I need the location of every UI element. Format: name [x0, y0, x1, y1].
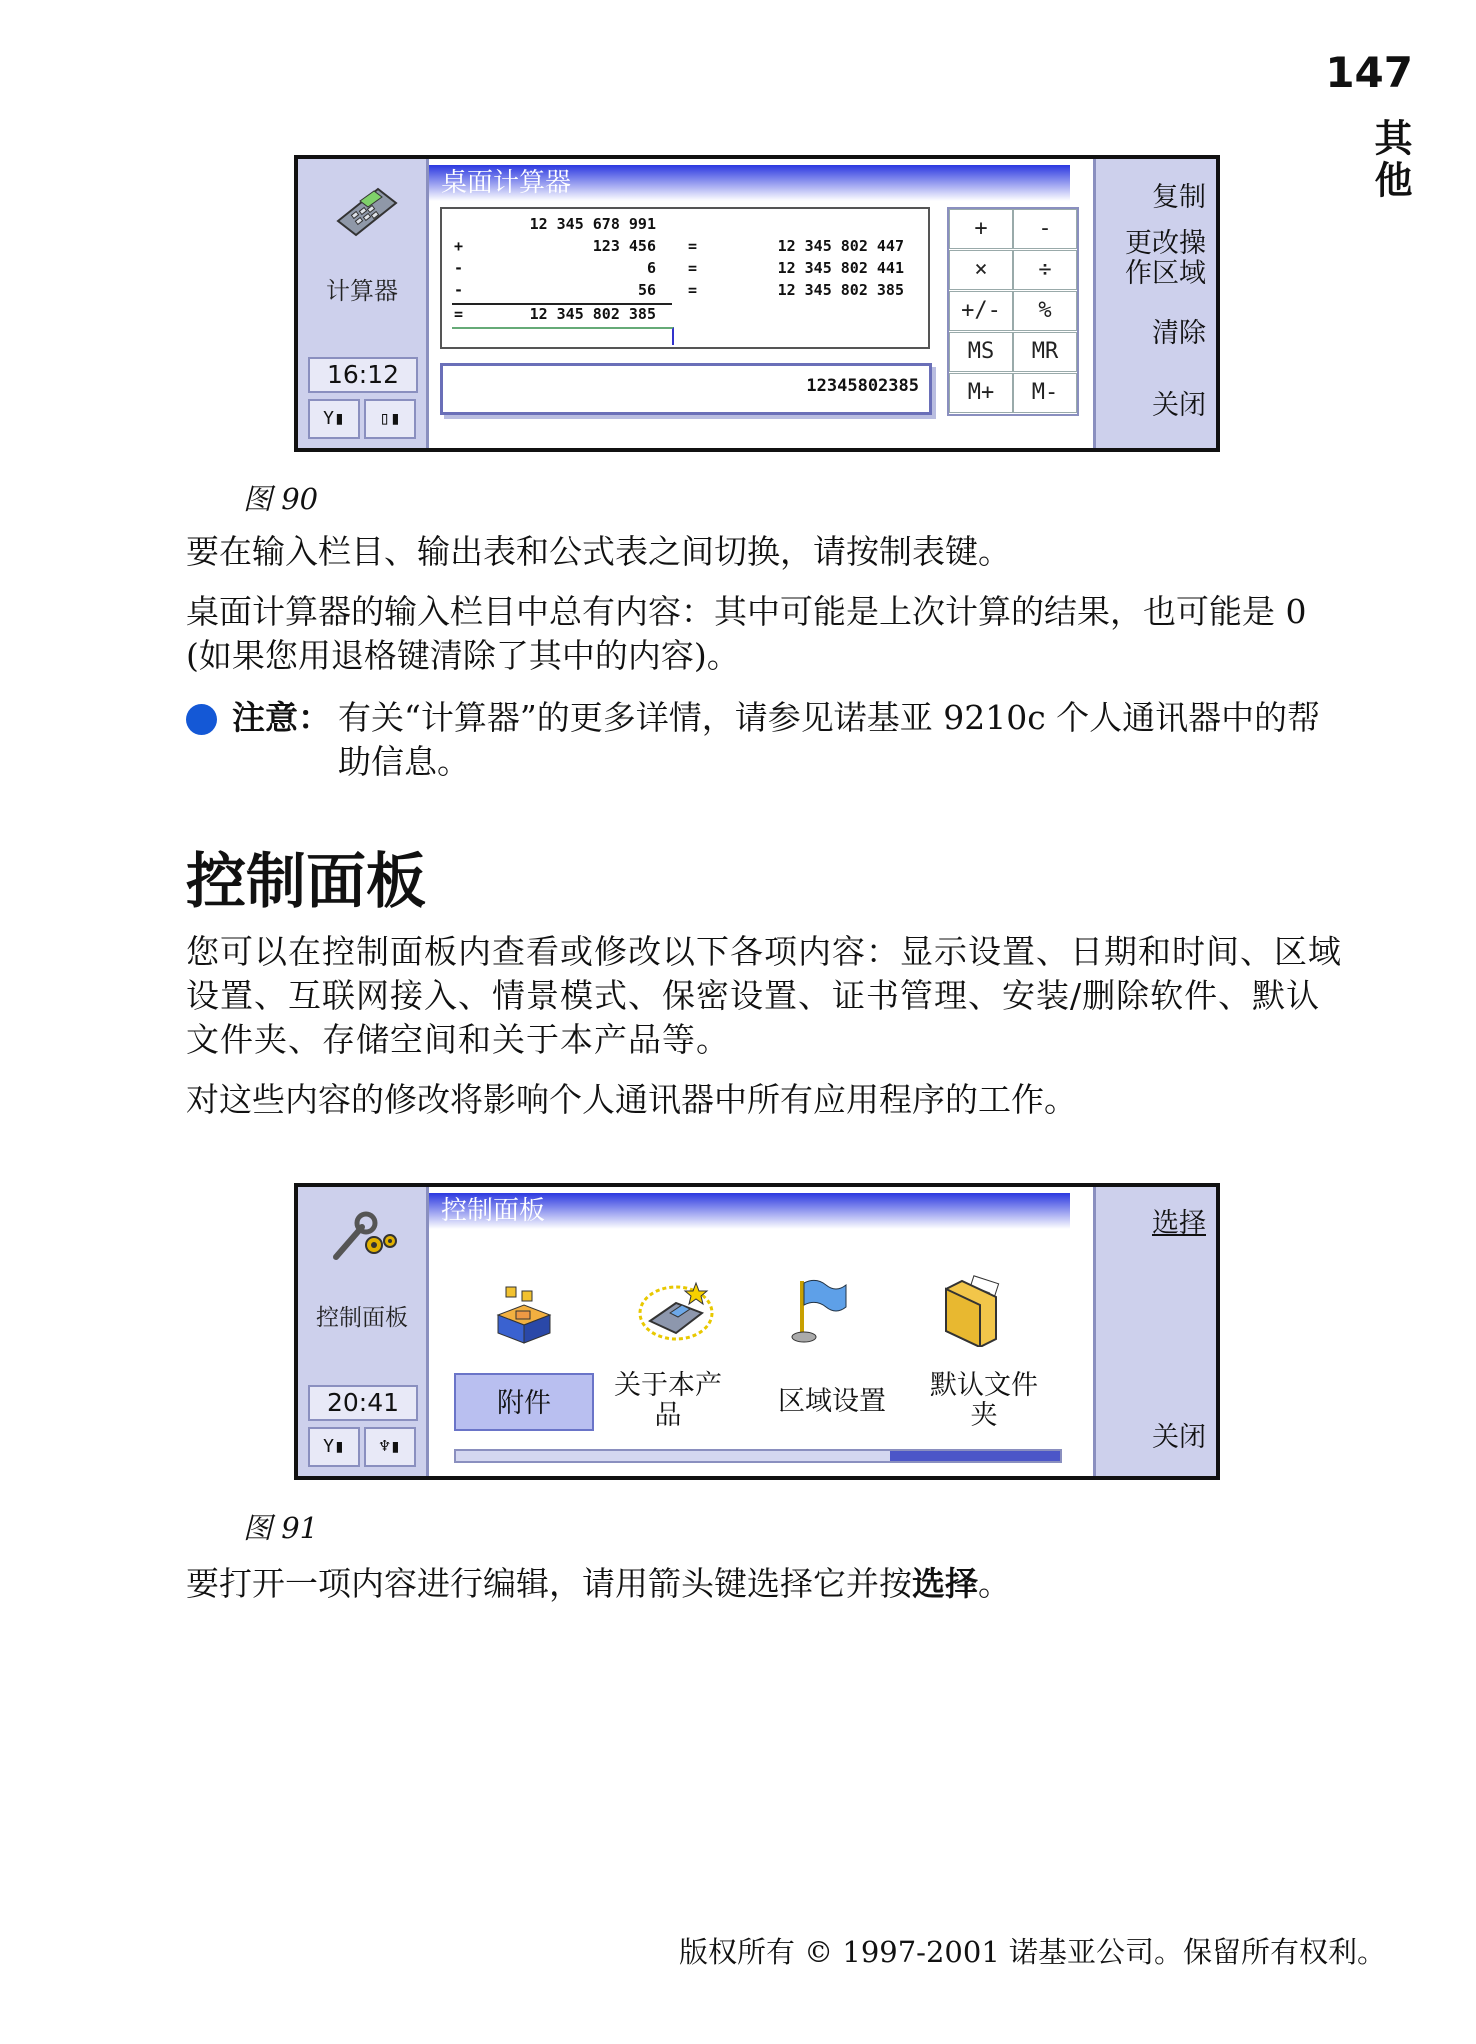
paragraph-text: 。	[978, 1564, 1011, 1603]
paragraph: 您可以在控制面板内查看或修改以下各项内容：显示设置、日期和时间、区域设置、互联网接入、情景模式、保密设置、证书管理、安装/删除软件、默认文件夹、存储空间和关于本产品等。	[186, 932, 1342, 1059]
tape-op: -	[454, 281, 464, 299]
paragraph: 对这些内容的修改将影响个人通讯器中所有应用程序的工作。	[186, 1080, 1077, 1119]
command-pane	[1093, 159, 1216, 448]
tape-value: 12 345 802 385	[777, 281, 904, 299]
output-sheet[interactable]	[440, 207, 930, 349]
key-memory-subtract[interactable]: M-	[1013, 373, 1077, 413]
app-info-pane	[298, 159, 429, 448]
folder-icon	[938, 1273, 1008, 1351]
close-button[interactable]: 关闭	[1152, 1422, 1206, 1453]
battery-indicator: ▯▮	[364, 399, 416, 439]
clock: 20:41	[308, 1385, 418, 1421]
input-field[interactable]	[440, 363, 932, 415]
paragraph	[186, 1562, 1346, 1606]
input-value: 12345802385	[806, 376, 919, 396]
flag-icon	[790, 1273, 850, 1351]
note-bullet-icon	[186, 704, 217, 735]
calculator-keypad	[947, 207, 1079, 416]
calculator-icon	[330, 181, 400, 245]
paragraph-text: 要打开一项内容进行编辑，请用箭头键选择它并按	[186, 1564, 912, 1603]
chapter-label: 其他	[1368, 118, 1412, 202]
key-memory-store[interactable]: MS	[949, 332, 1013, 372]
note-text: 有关“计算器”的更多详情，请参见诺基亚 9210c 个人通讯器中的帮助信息。	[338, 698, 1321, 781]
power-indicator: ♆▮	[364, 1427, 416, 1467]
key-plus[interactable]: +	[949, 209, 1013, 249]
app-name: 控制面板	[316, 1305, 408, 1331]
accessories-icon	[492, 1281, 556, 1349]
copy-button[interactable]: 复制	[1152, 182, 1206, 213]
app-name: 计算器	[326, 277, 398, 305]
tape-op: +	[454, 237, 464, 255]
tape-value: 6	[646, 259, 656, 277]
control-panel-screenshot	[294, 1183, 1220, 1480]
signal-indicator: Y▮	[308, 399, 360, 439]
item-default-folder[interactable]: 默认文件夹	[930, 1370, 1038, 1431]
tape-row	[454, 237, 656, 255]
about-product-icon	[636, 1277, 716, 1351]
tape-op: =	[688, 259, 698, 277]
key-divide[interactable]: ÷	[1013, 250, 1077, 290]
copyright-footer: 版权所有 © 1997-2001 诺基亚公司。保留所有权利。	[678, 1935, 1386, 1969]
note-label: 注意：	[232, 698, 331, 737]
tape-row	[688, 281, 904, 299]
change-area-button[interactable]: 更改操作区域	[1125, 228, 1206, 289]
tape-row	[454, 305, 656, 323]
clock: 16:12	[308, 357, 418, 393]
close-button[interactable]: 关闭	[1152, 390, 1206, 421]
key-memory-recall[interactable]: MR	[1013, 332, 1077, 372]
tape-divider	[452, 327, 674, 345]
figure-caption: 图 90	[243, 482, 319, 516]
tape-value: 12 345 802 385	[529, 305, 656, 323]
window-title: 桌面计算器	[429, 165, 1070, 201]
item-about-product[interactable]: 关于本产品	[614, 1370, 722, 1431]
paragraph: 桌面计算器的输入栏目中总有内容：其中可能是上次计算的结果，也可能是 0 (如果您用退格键清除了其中的内容)。	[186, 592, 1307, 675]
select-button[interactable]: 选择	[1152, 1208, 1206, 1239]
figure-caption: 图 91	[243, 1511, 319, 1545]
signal-indicator: Y▮	[308, 1427, 360, 1467]
clear-button[interactable]: 清除	[1152, 318, 1206, 349]
tape-value: 123 456	[592, 237, 656, 255]
tape-op: -	[454, 259, 464, 277]
tape-value: 12 345 802 441	[777, 259, 904, 277]
tape-row	[688, 259, 904, 277]
tape-row	[454, 259, 656, 277]
tape-op: =	[688, 281, 698, 299]
wrench-gear-icon	[328, 1209, 400, 1269]
select-emphasis: 选择	[912, 1564, 978, 1603]
tape-value: 12 345 678 991	[529, 215, 656, 233]
tape-op: =	[688, 237, 698, 255]
scrollbar-thumb[interactable]	[890, 1451, 1060, 1461]
item-accessories[interactable]: 附件	[454, 1373, 594, 1431]
horizontal-scrollbar[interactable]	[454, 1449, 1062, 1463]
key-multiply[interactable]: ×	[949, 250, 1013, 290]
window-title: 控制面板	[429, 1193, 1070, 1229]
tape-op: =	[454, 305, 464, 323]
command-pane	[1093, 1187, 1216, 1476]
item-regional-settings[interactable]: 区域设置	[778, 1386, 886, 1417]
app-info-pane	[298, 1187, 429, 1476]
key-sign[interactable]: +/-	[949, 291, 1013, 331]
key-percent[interactable]: %	[1013, 291, 1077, 331]
section-heading: 控制面板	[186, 847, 426, 917]
key-minus[interactable]: -	[1013, 209, 1077, 249]
key-memory-add[interactable]: M+	[949, 373, 1013, 413]
page-number: 147	[1325, 48, 1413, 97]
paragraph: 要在输入栏目、输出表和公式表之间切换，请按制表键。	[186, 532, 1011, 571]
tape-value: 56	[637, 281, 656, 299]
tape-value: 12 345 802 447	[777, 237, 904, 255]
calculator-screenshot	[294, 155, 1220, 452]
tape-row	[688, 237, 904, 255]
tape-row	[454, 281, 656, 299]
